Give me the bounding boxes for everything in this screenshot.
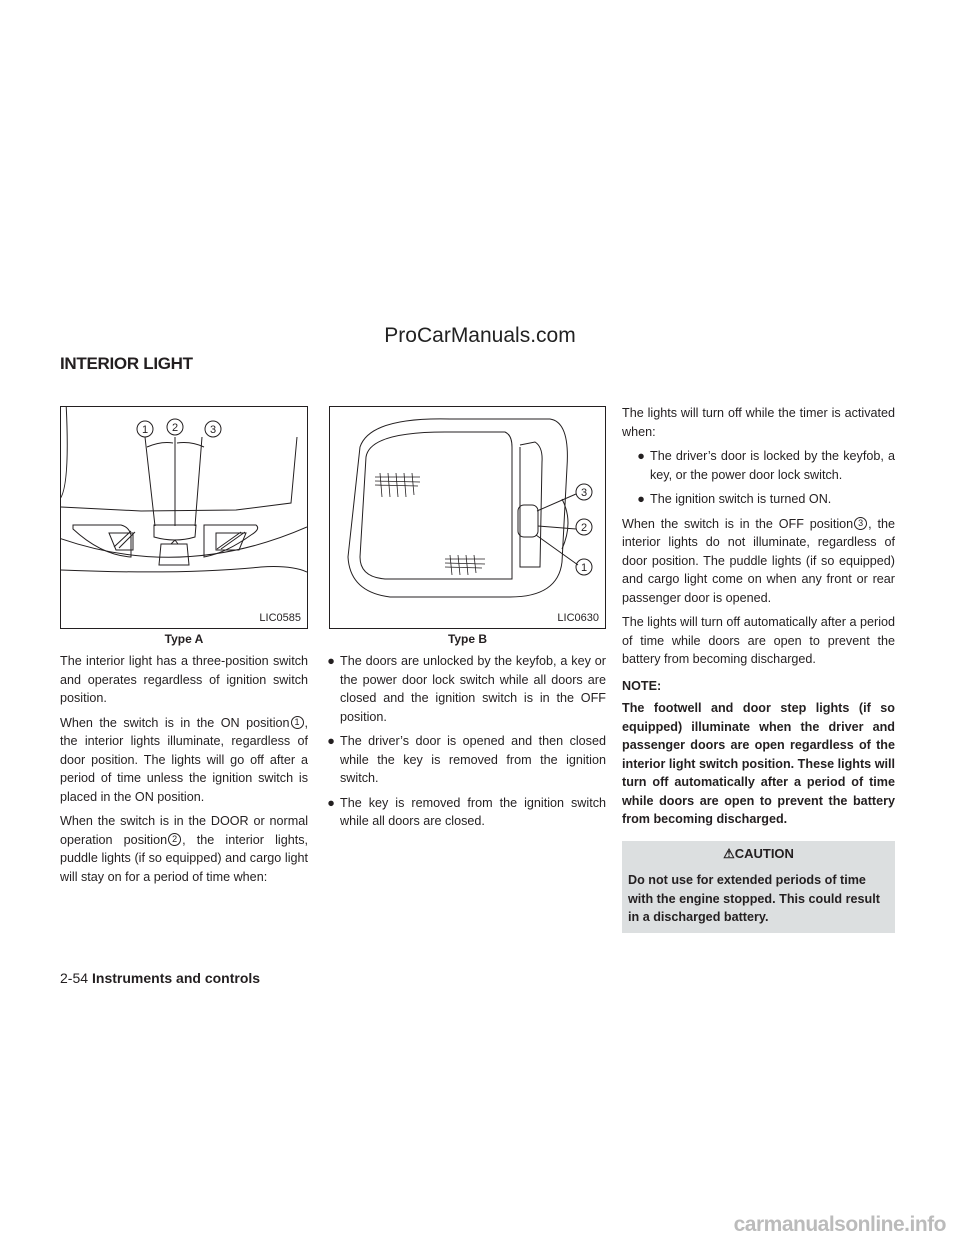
- section-title: INTERIOR LIGHT: [60, 354, 193, 373]
- figure-a-label-1: 1: [141, 424, 149, 436]
- watermark-bottom: carmanualsonline.info: [733, 1213, 946, 1236]
- position-1-marker: 1: [291, 716, 304, 729]
- watermark-top: ProCarManuals.com: [384, 324, 576, 347]
- chapter-title: Instruments and controls: [92, 970, 261, 986]
- paragraph: The interior light has a three-position switch and operates regardless of ignition switch position.: [60, 654, 308, 705]
- list-item: ● The driver’s door is opened and then closed while the key is removed from the ignition switch.: [322, 732, 606, 788]
- note-text: The footwell and door step lights (if so equipped) illuminate when the driver and passenger doors are open regardless of the interior light switch position. These lights will turn off automatically after a period of time while doors are open to prevent the battery from becoming discharged.: [622, 701, 895, 826]
- page-number: 2-54: [60, 970, 89, 986]
- page-footer: [60, 970, 260, 987]
- figure-type-b: [329, 406, 606, 629]
- paragraph: When the switch is in the DOOR or normal operation position 2 , the interior lights, puddle lights (if so equipped) and cargo light will stay on for a period of time when:: [60, 814, 308, 884]
- list-item: ● The doors are unlocked by the keyfob, a key or the power door lock switch while all doors are closed and the ignition switch is in the OFF position.: [322, 652, 606, 726]
- figure-type-a: [60, 406, 308, 629]
- paragraph: When the switch is in the ON position 1 , the interior lights illuminate, regardless of door position. The lights will go off after a period of time unless the ignition switch is placed in the ON position.: [60, 715, 308, 804]
- column-2: [322, 652, 606, 837]
- figure-a-code: LIC0585: [259, 612, 301, 624]
- figure-b-label-1: 1: [580, 562, 588, 574]
- paragraph: The lights will turn off while the timer is activated when:: [622, 406, 895, 439]
- paragraph: When the switch is in the OFF position 3 , the interior lights do not illuminate, regardless of door position. The puddle lights (if so equipped) and cargo light come on when any front or rear passenger door is opened.: [622, 516, 895, 605]
- position-3-marker: 3: [854, 517, 867, 530]
- list-item: ● The driver’s door is locked by the keyfob, a key, or the power door lock switch.: [622, 447, 895, 484]
- bullet-icon: ●: [327, 654, 335, 668]
- note-label: NOTE:: [622, 678, 662, 693]
- list-item: ● The key is removed from the ignition switch while all doors are closed.: [322, 794, 606, 831]
- bullet-icon: ●: [327, 795, 335, 810]
- figure-b-label-2: 2: [580, 522, 588, 534]
- position-2-marker: 2: [168, 833, 181, 846]
- figure-a-caption: Type A: [164, 632, 204, 646]
- caution-title: ⚠CAUTION: [723, 845, 794, 861]
- list-item: ● The ignition switch is turned ON.: [622, 490, 895, 509]
- bullet-icon: ●: [637, 449, 645, 463]
- warning-icon: ⚠: [723, 845, 735, 861]
- bullet-icon: ●: [327, 734, 335, 748]
- caution-box: [622, 841, 895, 933]
- bullet-icon: ●: [637, 492, 645, 506]
- figure-a-label-3: 3: [209, 424, 217, 436]
- column-3: [622, 404, 895, 933]
- figure-b-caption: Type B: [447, 632, 488, 646]
- column-1: [60, 652, 308, 892]
- figure-a-label-2: 2: [171, 422, 179, 434]
- figure-b-code: LIC0630: [557, 612, 599, 624]
- paragraph: The lights will turn off automatically after a period of time while doors are open to prevent the battery from becoming discharged.: [622, 615, 895, 666]
- caution-text: Do not use for extended periods of time with the engine stopped. This could result in a discharged battery.: [628, 873, 880, 924]
- figure-b-label-3: 3: [580, 487, 588, 499]
